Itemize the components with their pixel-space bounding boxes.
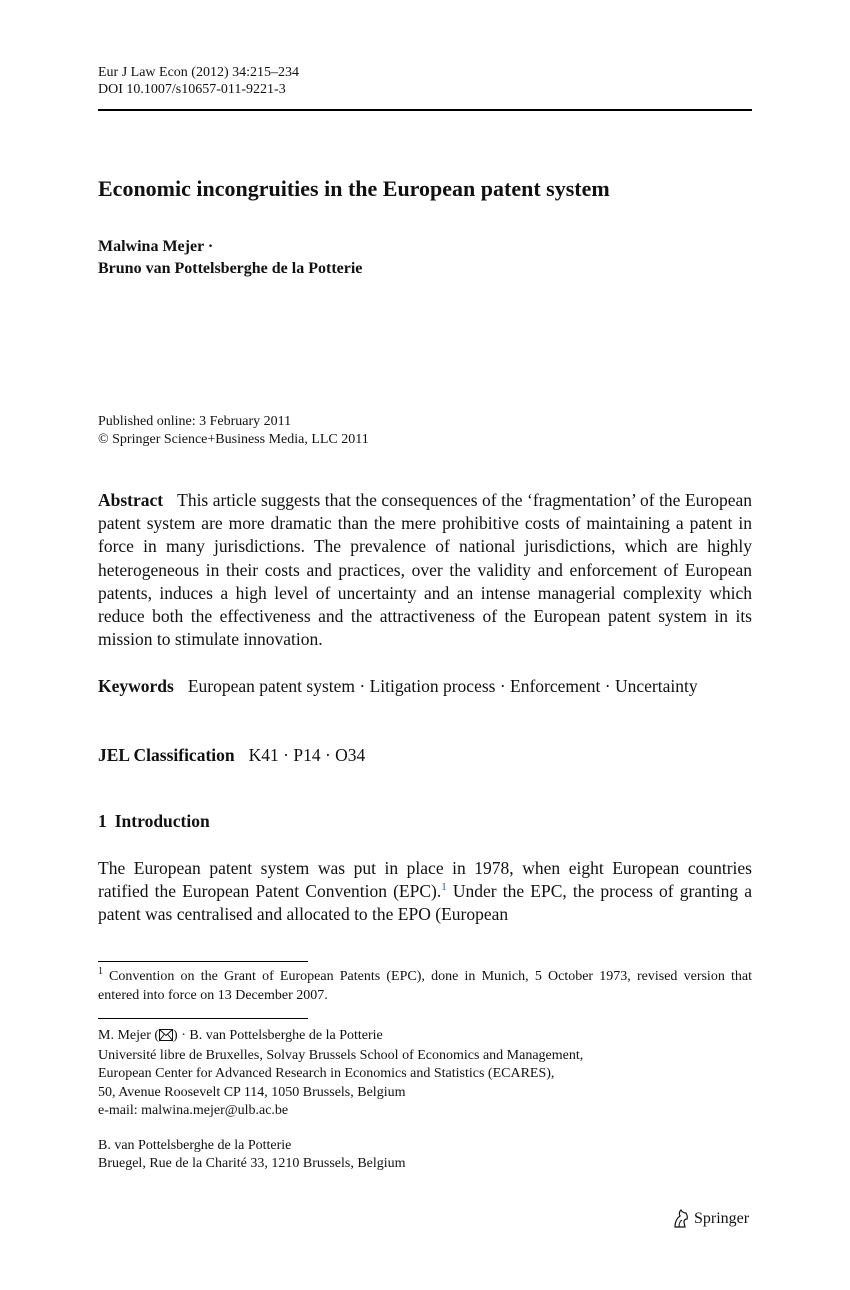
section-number: 1 <box>98 811 107 831</box>
springer-horse-icon <box>672 1209 690 1229</box>
header-rule <box>98 109 752 111</box>
affiliation-line: Bruegel, Rue de la Charité 33, 1210 Brussels, Belgium <box>98 1156 406 1172</box>
running-header <box>98 64 299 98</box>
keywords-label: Keywords <box>98 676 174 696</box>
article-title: Economic incongruities in the European patent system <box>98 176 610 201</box>
section-title: Introduction <box>114 811 210 831</box>
affiliation-line: B. van Pottelsberghe de la Potterie <box>98 1138 292 1153</box>
copyright: © Springer Science+Business Media, LLC 2011 <box>98 432 369 447</box>
affiliation-author-b: ) · B. van Pottelsberghe de la Potterie <box>173 1028 383 1043</box>
author-2: Bruno van Pottelsberghe de la Potterie <box>98 260 363 277</box>
affiliation-line: Université libre de Bruxelles, Solvay Brussels School of Economics and Management, <box>98 1048 584 1064</box>
footnote-ref-link[interactable]: 1 <box>441 881 447 894</box>
publication-info <box>98 413 369 449</box>
affiliation-line: European Center for Advanced Research in Economics and Statistics (ECARES), <box>98 1066 555 1082</box>
envelope-icon[interactable] <box>159 1029 173 1047</box>
email[interactable]: e-mail: malwina.mejer@ulb.ac.be <box>98 1102 289 1118</box>
publisher-name: Springer <box>694 1210 750 1227</box>
affiliation-line: 50, Avenue Roosevelt CP 114, 1050 Brussels, Belgium <box>98 1084 406 1100</box>
author-list <box>98 236 362 280</box>
abstract-label: Abstract <box>98 490 164 510</box>
intro-paragraph <box>98 857 752 927</box>
keywords-text: European patent system · Litigation process · Enforcement · Uncertainty <box>187 676 698 696</box>
jel-text: K41 · P14 · O34 <box>248 745 366 765</box>
footnote <box>98 967 752 1005</box>
publisher-logo <box>672 1209 749 1229</box>
affiliation-rule <box>98 1018 308 1019</box>
affiliation-authors <box>98 1027 583 1047</box>
doi: DOI 10.1007/s10657-011-9221-3 <box>98 82 286 97</box>
abstract <box>98 489 752 651</box>
author-1: Malwina Mejer · <box>98 238 214 255</box>
affiliation-author-a: M. Mejer ( <box>98 1028 160 1043</box>
footnote-number: 1 <box>98 966 103 978</box>
footnote-text: Convention on the Grant of European Patents (EPC), done in Munich, 5 October 1973, revised version that entered into force on 13 December 2007. <box>98 969 752 1003</box>
intro-text-before: The European patent system was put in place in 1978, when eight European countries ratified the European Patent Convention (EPC). <box>98 858 752 902</box>
affiliation-2 <box>98 1137 406 1173</box>
affiliation-1 <box>98 1027 583 1120</box>
jel-classification <box>98 744 365 767</box>
abstract-text: This article suggests that the consequences of the ‘fragmentation’ of the European patent system are more dramatic than the mere prohibitive costs of maintaining a patent in force in many jurisdictions. The prevalence of national jurisdictions, which are highly heterogeneous in their costs and practices, over the validity and enforcement of European patents, induces a high level of uncertainty and an intense managerial complexity which reduce both the effectiveness and the attractiveness of the European patent system in its mission to stimulate innovation. <box>98 490 752 650</box>
intro-text-after: Under the EPC, the process of granting a patent was centralised and allocated to the EPO (European <box>98 881 752 925</box>
footnote-rule <box>98 961 308 962</box>
section-heading <box>98 811 210 832</box>
jel-label: JEL Classification <box>98 745 235 765</box>
keywords <box>98 675 752 698</box>
journal-citation: Eur J Law Econ (2012) 34:215–234 <box>98 65 300 80</box>
published-date: Published online: 3 February 2011 <box>98 414 292 429</box>
